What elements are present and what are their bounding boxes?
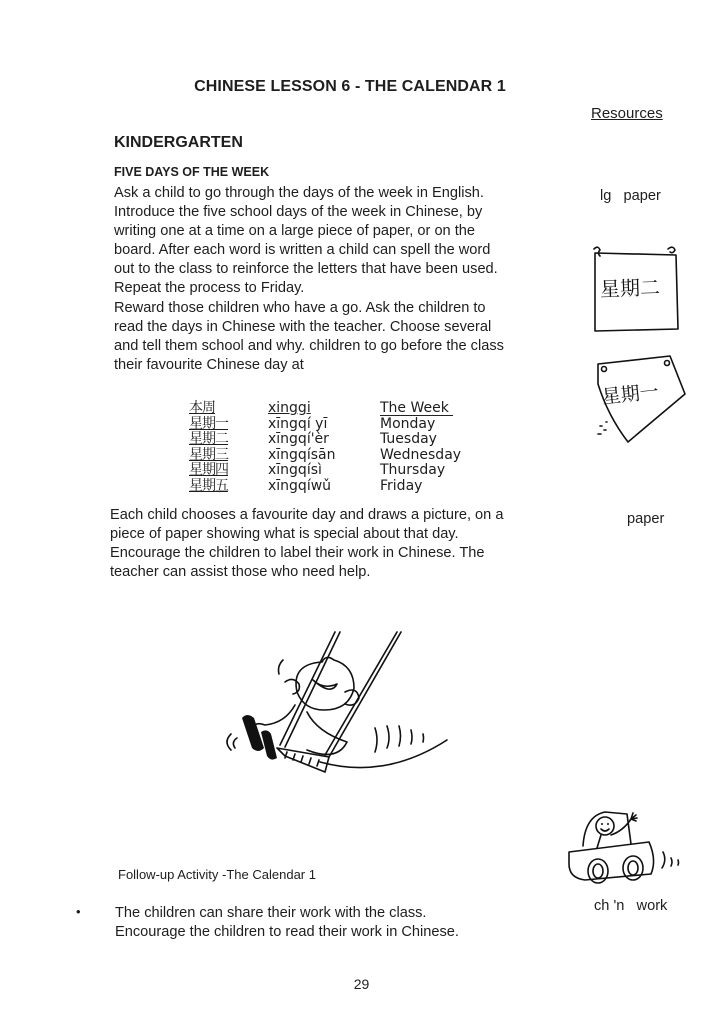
bullet-marker: • [76,904,81,919]
vocab-cell-english: Thursday [380,462,446,479]
intro-line: board. After each word is written a child can spell the word [114,242,491,259]
activity-line: teacher can assist those who need help. [110,564,371,581]
resource-chinese-work: ch 'n work [594,898,668,914]
activity-paragraph [110,506,503,582]
child-in-car-illustration [565,808,690,888]
resources-heading: Resources [591,105,663,122]
pinned-sign-monday-illustration [590,356,685,446]
intro-line: Introduce the five school days of the week in Chinese, by [114,204,483,221]
level-heading: KINDERGARTEN [114,134,243,151]
intro-line: read the days in Chinese with the teacher. Choose several [114,318,492,335]
follow-up-line: The children can share their work with the class. [115,905,427,921]
vocab-cell-english: Friday [380,477,423,494]
vocab-chinese-column [189,401,228,495]
follow-up-line: Encourage the children to read their work in Chinese. [115,924,459,941]
lesson-title: CHINESE LESSON 6 - THE CALENDAR 1 [194,78,506,95]
intro-line: out to the class to reinforce the letters that have been used. [114,261,498,278]
child-on-swing-illustration [225,630,455,780]
vocab-cell-chinese: 星期一 [189,415,228,432]
section-subheading: FIVE DAYS OF THE WEEK [114,165,270,179]
intro-line: Reward those children who have a go. Ask the children to [114,299,486,316]
vocab-header-pinyin: xinggi [268,400,311,416]
follow-up-paragraph [115,904,459,942]
pinned-sign-tuesday-illustration [590,243,680,338]
resource-large-paper: lg paper [600,188,661,204]
vocab-english-column [380,401,461,495]
vocab-cell-chinese: 星期五 [189,477,228,494]
vocab-cell-pinyin: xīngqí yī [268,415,328,432]
vocab-cell-pinyin: xīngqísì [268,462,322,479]
vocab-header-english: The Week [380,401,453,416]
sign-tuesday-text: 星期二 [599,275,661,302]
intro-line: and tell them school and why. children to go before the class [114,337,504,354]
intro-line: Repeat the process to Friday. [114,280,305,297]
activity-line: Encourage the children to label their work in Chinese. The [110,545,485,562]
vocab-cell-english: Wednesday [380,446,462,463]
vocab-cell-pinyin: xīngqísān [268,446,336,463]
vocab-cell-pinyin: xīngqíwǔ [268,477,332,494]
vocab-cell-english: Monday [380,415,436,432]
vocab-cell-pinyin: xīngqí'èr [268,431,329,448]
follow-up-heading: Follow-up Activity -The Calendar 1 [118,867,316,882]
intro-line: their favourite Chinese day at [114,356,304,373]
intro-line: Ask a child to go through the days of the week in English. [114,185,484,201]
vocab-header-chinese: 本周 [189,400,215,416]
activity-line: piece of paper showing what is special about that day. [110,526,459,543]
resource-paper: paper [627,511,665,527]
page-number: 29 [353,976,370,992]
sign-monday-text: 星期一 [600,380,660,409]
vocab-pinyin-column [268,401,335,495]
intro-line: writing one at a time on a large piece of paper, or on the [114,223,476,240]
vocab-cell-chinese: 星期三 [189,446,228,463]
vocab-cell-english: Tuesday [380,431,437,448]
activity-line: Each child chooses a favourite day and draws a picture, on a [110,507,504,523]
vocab-cell-chinese: 星期二 [189,431,228,448]
intro-paragraph [114,184,564,375]
vocab-cell-chinese: 星期四 [189,462,228,479]
